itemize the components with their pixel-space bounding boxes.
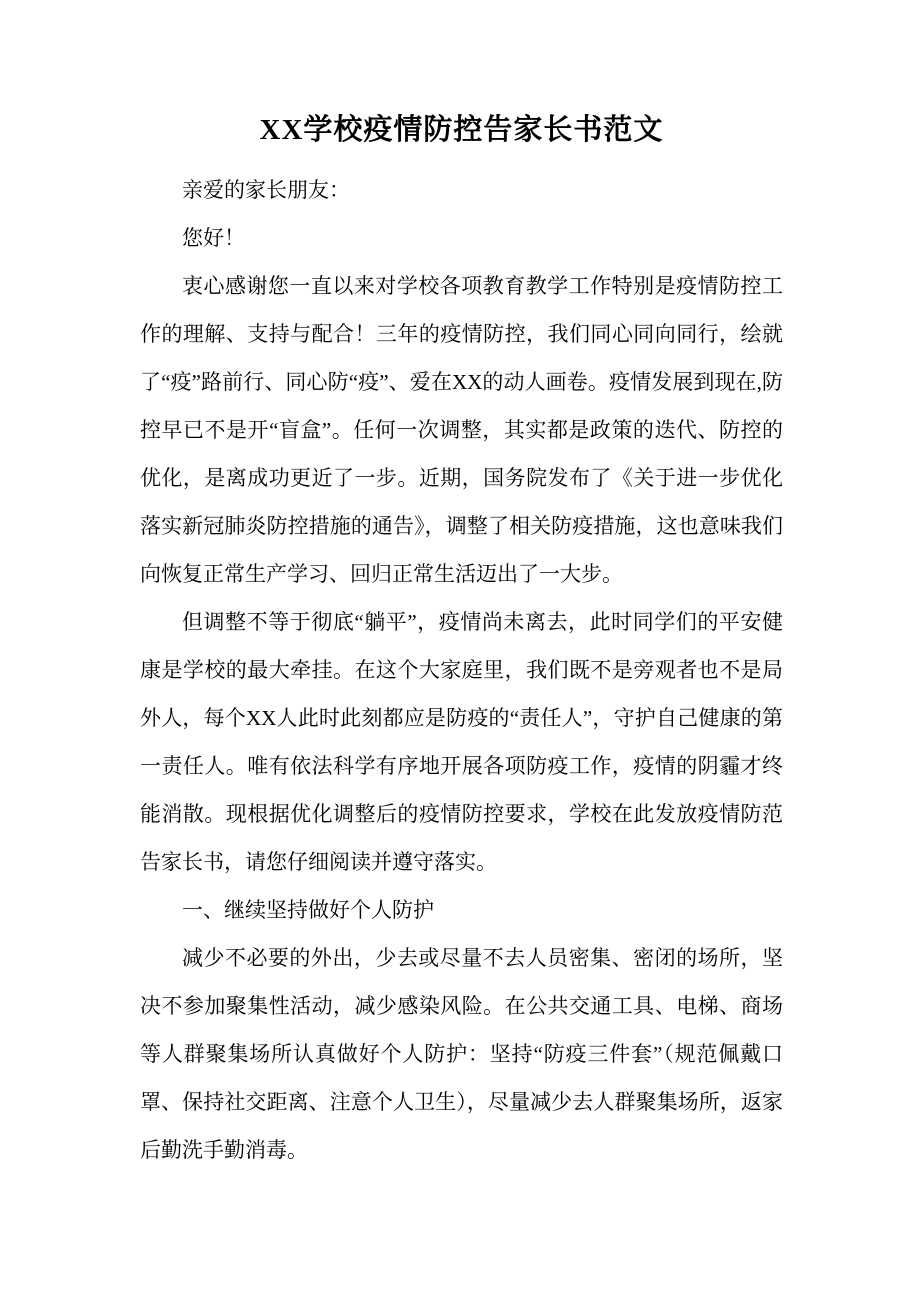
paragraph-thanks-overview: 衷心感谢您一直以来对学校各项教育教学工作特别是疫情防控工作的理解、支持与配合！三年的疫情防控，我们同心同向同行，绘就了“疫”路前行、同心防“疫”、爱在XX的动人画卷。疫情发展到现在,防控早已不是开“盲盒”。任何一次调整，其实都是政策的迭代、防控的优化，是离成功更近了一步。近期，国务院发布了《关于进一步优化落实新冠肺炎防控措施的通告》，调整了相关防疫措施，这也意味我们向恢复正常生产学习、回归正常生活迈出了一大步。 — [140, 274, 783, 586]
section-heading-personal-protection: 一、继续坚持做好个人防护 — [182, 898, 434, 922]
paragraph-greeting: 您好！ — [182, 226, 245, 250]
paragraph-personal-protection-detail: 减少不必要的外出，少去或尽量不去人员密集、密闭的场所，坚决不参加聚集性活动，减少感染风险。在公共交通工具、电梯、商场等人群聚集场所认真做好个人防护：坚持“防疫三件套”（规范佩戴口罩、保持社交距离、注意个人卫生），尽量减少去人群聚集场所，返家后勤洗手勤消毒。 — [140, 946, 783, 1162]
document-body — [140, 166, 783, 1174]
document-title: XX学校疫情防控告家长书范文 — [259, 114, 664, 146]
paragraph-salutation: 亲爱的家长朋友： — [182, 178, 350, 202]
paragraph-responsibility: 但调整不等于彻底“躺平”，疫情尚未离去，此时同学们的平安健康是学校的最大牵挂。在这个大家庭里，我们既不是旁观者也不是局外人，每个XX人此时此刻都应是防疫的“责任人”，守护自己健康的第一责任人。唯有依法科学有序地开展各项防疫工作，疫情的阴霾才终能消散。现根据优化调整后的疫情防控要求，学校在此发放疫情防范告家长书，请您仔细阅读并遵守落实。 — [140, 610, 783, 874]
